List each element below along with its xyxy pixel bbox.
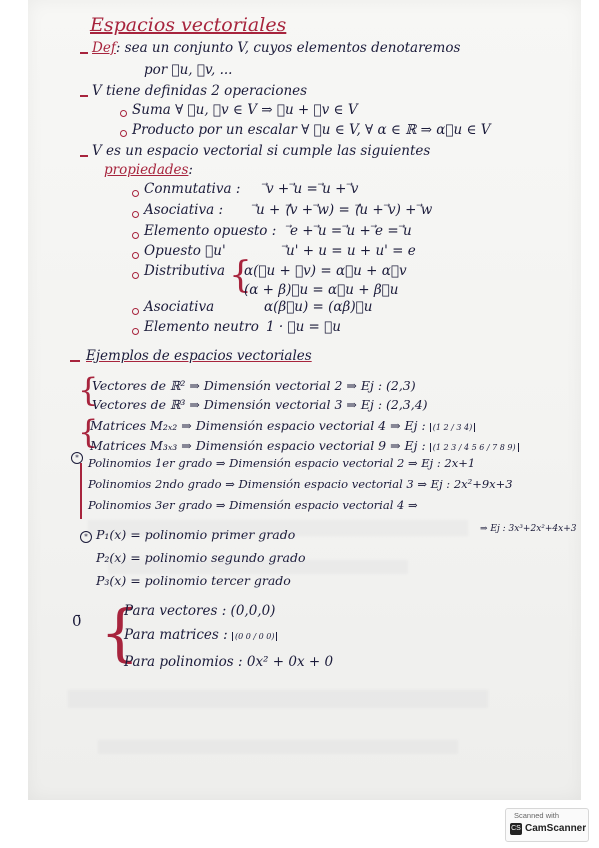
- brace-icon: {: [100, 596, 140, 669]
- brace-icon: {: [78, 413, 99, 451]
- definition-line-1: [92, 40, 460, 56]
- example-text: Matrices M₃ₓ₃ ⇒ Dimensión espacio vectorial 9 ⇒ Ej :: [90, 438, 426, 453]
- property-expression: α(⃗u + ⃗v) = α⃗u + α⃗v: [244, 263, 407, 279]
- property-expression: α(β⃗u) = (αβ)⃗u: [264, 299, 373, 315]
- example-row-continued: ⇒ Ej : 3x³+2x²+4x+3: [480, 524, 577, 534]
- properties-heading-2: [104, 162, 193, 178]
- properties-heading-1: V es un espacio vectorial si cumple las siguientes: [92, 143, 431, 159]
- example-row: Polinomios 2ndo grado ⇒ Dimensión espacio vectorial 3 ⇒ Ej : 2x²+9x+3: [88, 477, 513, 491]
- page-title: Espacios vectoriales: [90, 14, 287, 36]
- zero-row-text: Para matrices :: [124, 627, 228, 643]
- bullet-icon: [132, 328, 139, 335]
- star-marker-icon: *: [80, 531, 92, 543]
- property-label: Opuesto ⃗u': [144, 243, 226, 259]
- polynomial-note: P₁(x) = polinomio primer grado: [96, 527, 296, 542]
- bullet-icon: [132, 308, 139, 315]
- definition-line-2: por ⃗u, ⃗v, ...: [144, 62, 233, 78]
- zero-symbol: 0̄: [72, 612, 82, 630]
- dash-marker: [80, 95, 88, 97]
- properties-colon: :: [188, 162, 193, 178]
- notebook-page: [28, 0, 581, 800]
- star-marker-icon: *: [71, 452, 83, 464]
- zero-row: [124, 627, 277, 643]
- bullet-icon: [132, 252, 139, 259]
- brace-icon: {: [229, 255, 252, 296]
- dash-marker: [80, 52, 88, 54]
- example-matrix: (1 2 3 / 4 5 6 / 7 8 9): [430, 443, 519, 452]
- property-label: Elemento opuesto :: [144, 223, 277, 239]
- example-row: [90, 418, 475, 433]
- property-label: Asociativa :: [144, 202, 223, 218]
- property-expression: 1 · ⃗u = ⃗u: [266, 319, 341, 335]
- property-label: Distributiva: [144, 263, 226, 279]
- property-expression: ⃗v + ⃗u = ⃗u + ⃗v: [266, 181, 359, 197]
- example-text: Matrices M₂ₓ₂ ⇒ Dimensión espacio vectorial 4 ⇒ Ej :: [90, 418, 426, 433]
- bullet-icon: [132, 211, 139, 218]
- property-label: Elemento neutro: [144, 319, 259, 335]
- dash-marker: [70, 360, 80, 362]
- camscanner-logo-icon: CS: [510, 823, 522, 835]
- property-expression: ⃗u' + u = u + u' = e: [286, 243, 416, 259]
- polynomial-note: P₃(x) = polinomio tercer grado: [96, 573, 291, 588]
- dash-marker: [80, 155, 88, 157]
- bullet-icon: [132, 232, 139, 239]
- operations-heading: V tiene definidas 2 operaciones: [92, 83, 308, 99]
- definition-text: : sea un conjunto V, cuyos elementos denotaremos: [115, 40, 461, 56]
- polynomial-note: P₂(x) = polinomio segundo grado: [96, 550, 306, 565]
- bleed-through-mark: [98, 740, 458, 754]
- bullet-icon: [120, 110, 127, 117]
- example-row: Polinomios 3er grado ⇒ Dimensión espacio vectorial 4 ⇒: [88, 498, 418, 512]
- bullet-icon: [120, 130, 127, 137]
- property-label: Conmutativa :: [144, 181, 241, 197]
- zero-row: Para vectores : (0,0,0): [124, 603, 276, 619]
- properties-label: propiedades: [104, 162, 189, 178]
- scanner-brand: CamScanner: [525, 823, 587, 834]
- bullet-icon: [132, 272, 139, 279]
- definition-label: Def: [92, 40, 116, 56]
- zero-matrix: (0 0 / 0 0): [232, 632, 277, 641]
- example-row: Polinomios 1er grado ⇒ Dimensión espacio vectorial 2 ⇒ Ej : 2x+1: [88, 456, 476, 470]
- bracket-line: [80, 463, 82, 519]
- property-expression: ⃗u + (⃗v + ⃗w) = (⃗u + ⃗v) + ⃗w: [256, 202, 433, 218]
- zero-row: Para polinomios : 0x² + 0x + 0: [124, 654, 334, 670]
- bullet-icon: [132, 190, 139, 197]
- operation-sum: Suma ∀ ⃗u, ⃗v ∈ V ⇒ ⃗u + ⃗v ∈ V: [132, 102, 358, 118]
- property-expression: ⃗e + ⃗u = ⃗u + ⃗e = ⃗u: [290, 223, 412, 239]
- example-row: Vectores de ℝ³ ⇒ Dimensión vectorial 3 ⇒ Ej : (2,3,4): [92, 397, 428, 412]
- bleed-through-mark: [68, 690, 488, 708]
- brace-icon: {: [78, 371, 99, 409]
- property-label: Asociativa: [144, 299, 215, 315]
- example-row: [90, 438, 519, 453]
- examples-heading: Ejemplos de espacios vectoriales: [86, 348, 312, 364]
- scanner-caption: Scanned with: [514, 811, 560, 820]
- camscanner-watermark: [505, 808, 589, 842]
- example-row: Vectores de ℝ² ⇒ Dimensión vectorial 2 ⇒ Ej : (2,3): [92, 378, 416, 393]
- property-expression-2: (α + β)⃗u = α⃗u + β⃗u: [244, 282, 399, 298]
- operation-scalar: Producto por un escalar ∀ ⃗u ∈ V, ∀ α ∈ ℝ ⇒ α⃗u ∈ V: [132, 122, 491, 138]
- example-matrix: (1 2 / 3 4): [430, 423, 475, 432]
